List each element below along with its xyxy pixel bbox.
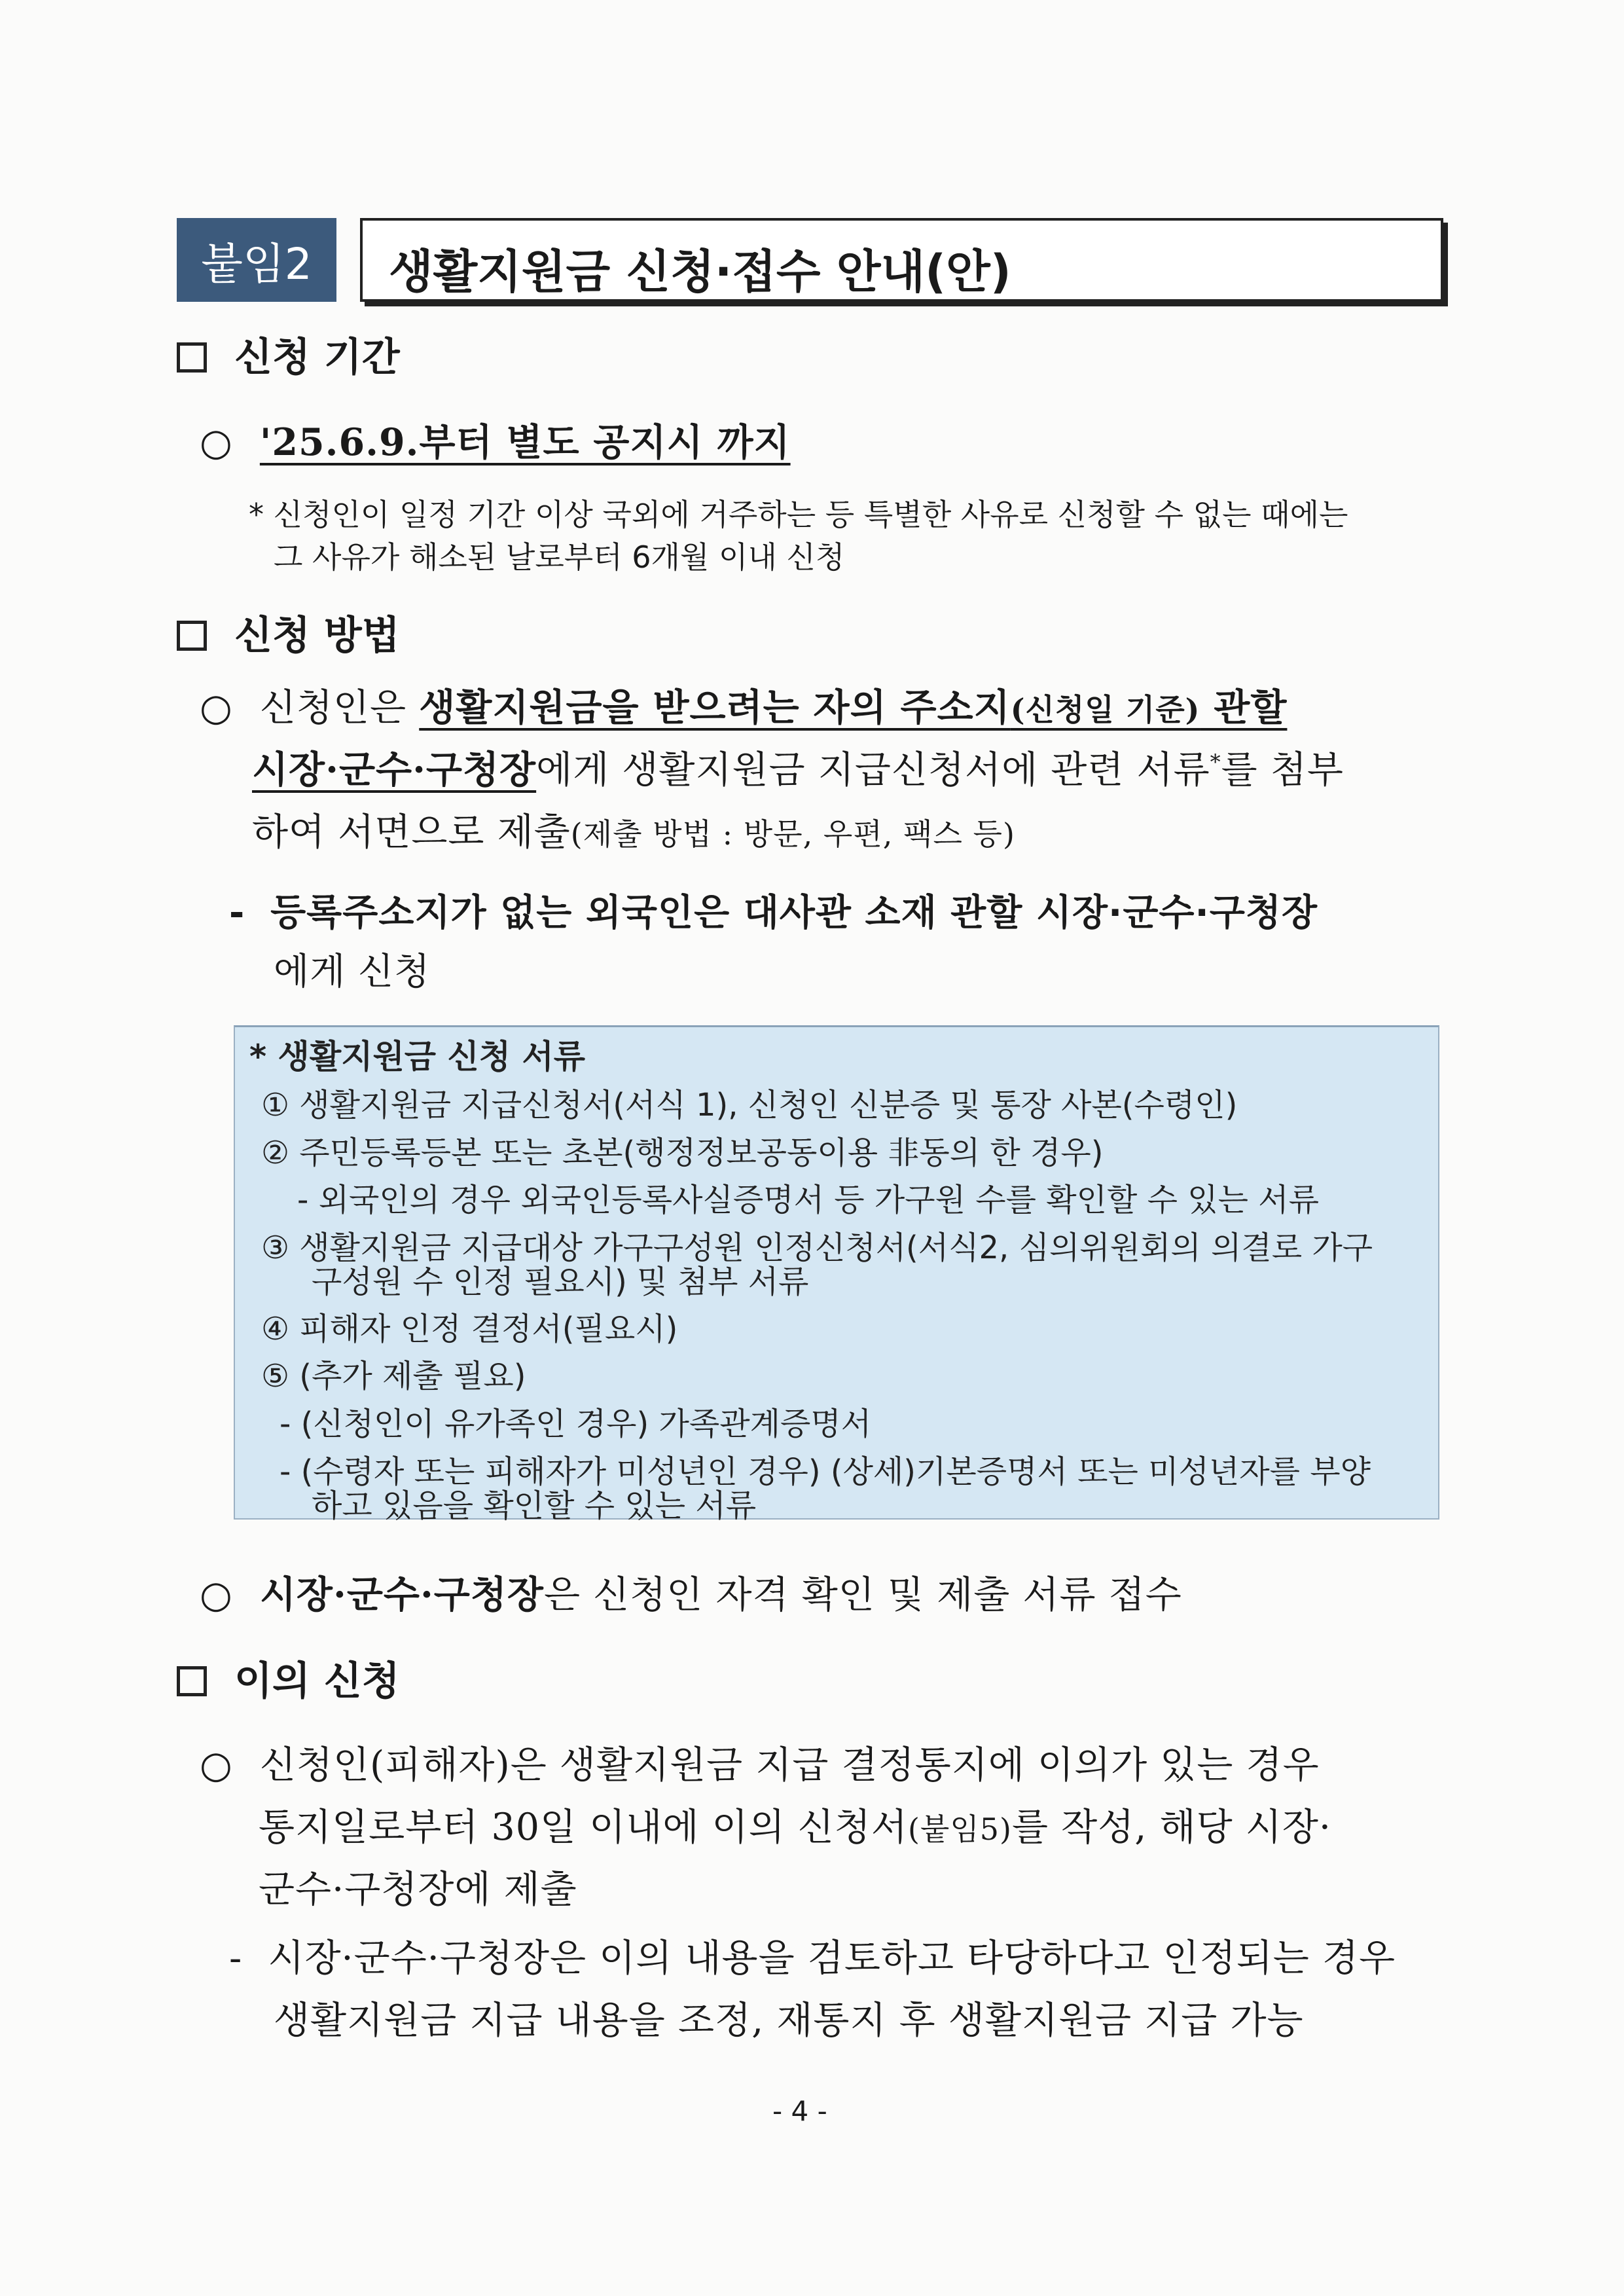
- dash-marker: -: [229, 892, 245, 934]
- docs-item-3-cont: 구성원 수 인정 필요시) 및 첨부 서류: [312, 1264, 809, 1300]
- document-title: 생활지원금 신청·접수 안내(안): [389, 245, 1011, 299]
- objection-line1: ○ 신청인(피해자)은 생활지원금 지급 결정통지에 이의가 있는 경우: [200, 1743, 1320, 1787]
- docs-item-2-sub: - 외국인의 경우 외국인등록사실증명서 등 가구원 수를 확인할 수 있는 서류: [297, 1182, 1319, 1218]
- attachment-tag: [177, 218, 336, 302]
- period-bullet: [200, 412, 791, 466]
- document-title-box: [360, 218, 1443, 302]
- docs-item-1: ① 생활지원금 지급신청서(서식 1), 신청인 신분증 및 통장 사본(수령인): [261, 1087, 1238, 1123]
- docs-item-5-sub2: - (수령자 또는 피해자가 미성년인 경우) (상세)기본증명서 또는 미성년자를 부양: [280, 1453, 1371, 1490]
- method-dash-item-cont: 에게 신청: [274, 951, 431, 993]
- method-paragraph-line1: ○ 신청인은 생활지원금을 받으려는 자의 주소지(신청일 기준) 관할: [200, 685, 1288, 729]
- method-reception-bullet: ○ 시장·군수·구청장은 신청인 자격 확인 및 제출 서류 접수: [200, 1573, 1182, 1616]
- objection-line3: 군수·구청장에 제출: [259, 1868, 577, 1911]
- section-heading-text: 이의 신청: [234, 1658, 400, 1704]
- section-heading-method: [177, 604, 400, 661]
- docs-item-4: ④ 피해자 인정 결정서(필요시): [261, 1311, 678, 1347]
- section-heading-objection: [177, 1650, 400, 1706]
- required-documents-box: [234, 1025, 1439, 1524]
- objection-line2: 통지일로부터 30일 이내에 이의 신청서(붙임5)를 작성, 해당 시장·: [259, 1806, 1331, 1849]
- docs-title: * 생활지원금 신청 서류: [249, 1038, 586, 1076]
- circle-bullet-icon: ○: [200, 421, 233, 464]
- checkbox-square-icon: [177, 621, 207, 651]
- period-text: '25.6.9.부터 별도 공지시 까지: [259, 420, 791, 464]
- docs-item-5: ⑤ (추가 제출 필요): [261, 1358, 526, 1394]
- docs-item-3: ③ 생활지원금 지급대상 가구구성원 인정신청서(서식2, 심의위원회의 의결로 가구: [261, 1230, 1373, 1266]
- dash-marker: -: [229, 1937, 243, 1980]
- checkbox-square-icon: [177, 1666, 207, 1696]
- docs-item-2: ② 주민등록등본 또는 초본(행정정보공동이용 非동의 한 경우): [261, 1135, 1104, 1171]
- attachment-tag-label: 붙임2: [201, 238, 312, 289]
- method-paragraph-line2: 시장·군수·구청장에게 생활지원금 지급신청서에 관련 서류*를 첨부: [252, 748, 1344, 792]
- method-paragraph-line3: 하여 서면으로 제출(제출 방법 : 방문, 우편, 팩스 등): [252, 811, 1015, 854]
- circle-bullet-icon: ○: [200, 686, 233, 729]
- section-heading-text: 신청 기간: [234, 335, 400, 380]
- circle-bullet-icon: ○: [200, 1743, 233, 1787]
- section-heading-period: [177, 326, 400, 382]
- objection-dash-item-cont: 생활지원금 지급 내용을 조정, 재통지 후 생활지원금 지급 가능: [274, 1999, 1304, 2042]
- circle-bullet-icon: ○: [200, 1573, 233, 1616]
- docs-item-5-sub1: - (신청인이 유가족인 경우) 가족관계증명서: [280, 1406, 872, 1442]
- method-dash-item: - 등록주소지가 없는 외국인은 대사관 소재 관할 시장·군수·구청장: [229, 892, 1318, 934]
- checkbox-square-icon: [177, 342, 207, 373]
- period-note-line2: 그 사유가 해소된 날로부터 6개월 이내 신청: [274, 539, 845, 575]
- page-number: - 4 -: [772, 2095, 827, 2127]
- section-heading-text: 신청 방법: [234, 613, 400, 659]
- period-note-line1: * 신청인이 일정 기간 이상 국외에 거주하는 등 특별한 사유로 신청할 수 없는 때에는: [249, 497, 1348, 532]
- docs-item-5-sub2-cont: 하고 있음을 확인할 수 있는 서류: [312, 1487, 757, 1524]
- objection-dash-item: - 시장·군수·구청장은 이의 내용을 검토하고 타당하다고 인정되는 경우: [229, 1937, 1396, 1980]
